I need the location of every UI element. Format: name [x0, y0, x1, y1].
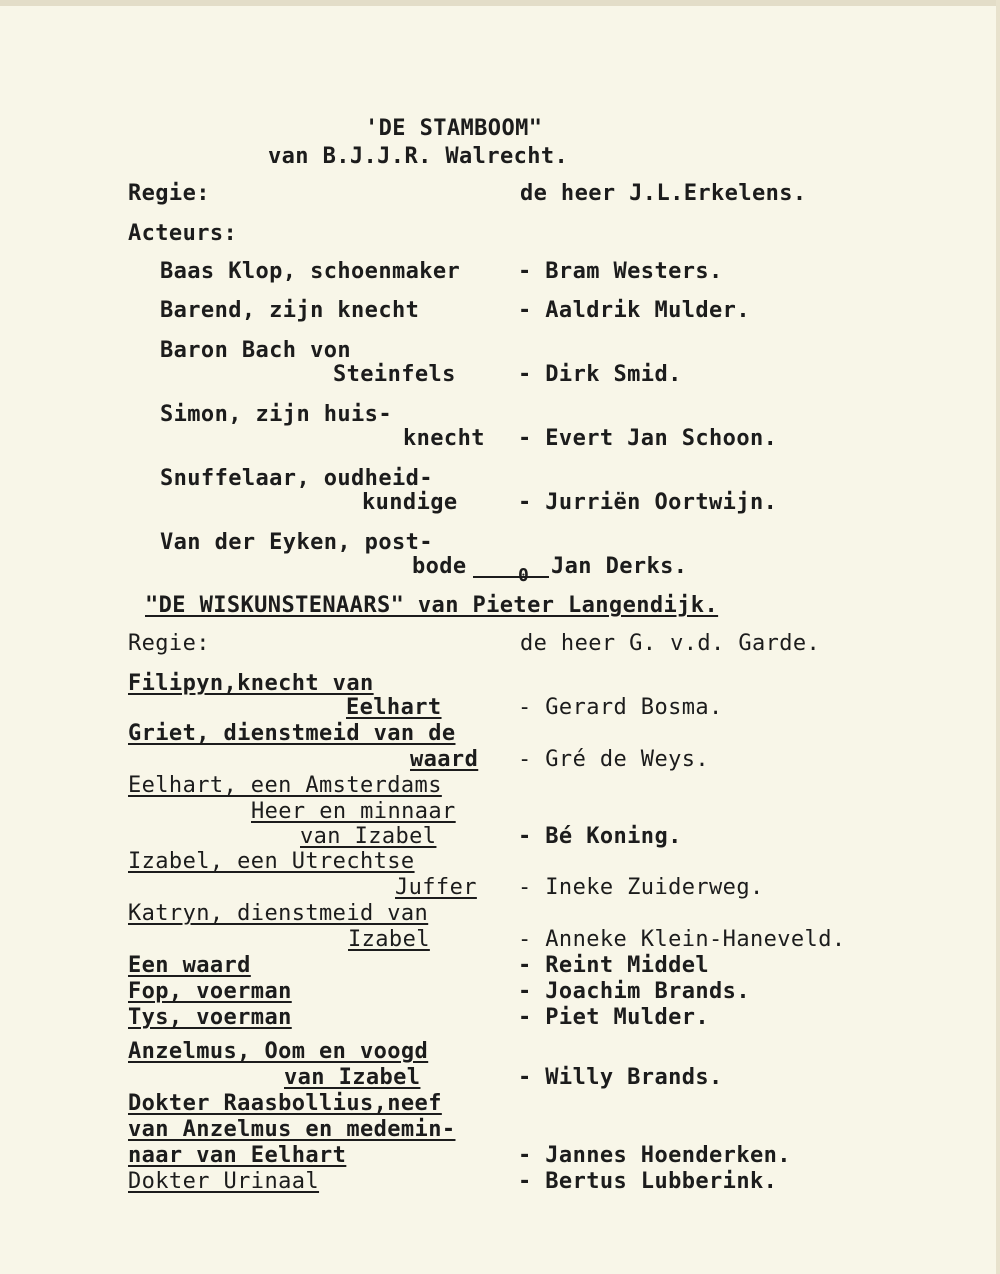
cast-role: Simon, zijn huis- [160, 402, 392, 427]
cast-actor: - Bé Koning. [518, 824, 682, 849]
cast-actor: - Gré de Weys. [518, 747, 710, 772]
cast-actor: - Gerard Bosma. [518, 695, 723, 720]
play2-regie-label: Regie: [128, 631, 210, 656]
cast-role: Barend, zijn knecht [160, 298, 420, 323]
cast-role-continued: van Izabel [300, 824, 437, 849]
cast-actor: - Jannes Hoenderken. [518, 1143, 791, 1168]
cast-role-continued: Eelhart [346, 695, 442, 720]
cast-actor: - Piet Mulder. [518, 1005, 710, 1030]
play1-regie-label: Regie: [128, 181, 210, 206]
paper-edge-right [996, 0, 1000, 1274]
cast-role: Van der Eyken, post- [160, 530, 433, 555]
play1-title: 'DE STAMBOOM" [365, 116, 543, 141]
cast-role-continued: Izabel [348, 927, 430, 952]
cast-role-continued: Juffer [395, 875, 477, 900]
cast-actor: - Dirk Smid. [518, 362, 682, 387]
cast-actor: Jan Derks. [551, 554, 688, 579]
divider-mark: 0 [518, 565, 530, 586]
play1-regie-value: de heer J.L.Erkelens. [520, 181, 807, 206]
cast-role-continued: waard [410, 747, 479, 772]
cast-role: Een waard [128, 953, 251, 978]
cast-role: Dokter Raasbollius,neef [128, 1091, 442, 1116]
cast-actor: - Bram Westers. [518, 259, 723, 284]
play1-author: van B.J.J.R. Walrecht. [268, 144, 569, 169]
cast-role-continued: bode [412, 554, 467, 579]
cast-role-continued: kundige [362, 490, 458, 515]
cast-actor: - Jurriën Oortwijn. [518, 490, 778, 515]
play2-regie-value: de heer G. v.d. Garde. [520, 631, 821, 656]
cast-role: Filipyn,knecht van [128, 671, 374, 696]
cast-actor: - Willy Brands. [518, 1065, 723, 1090]
paper-edge-top [0, 0, 1000, 6]
play2-title: "DE WISKUNSTENAARS" van Pieter Langendijk. [145, 593, 719, 618]
cast-role: Anzelmus, Oom en voogd [128, 1039, 429, 1064]
cast-role: Baron Bach von [160, 338, 352, 363]
divider-line [473, 576, 549, 578]
cast-role-continued: Heer en minnaar [251, 799, 456, 824]
cast-role-continued: van Anzelmus en medemin- [128, 1117, 456, 1142]
cast-role-continued: naar van Eelhart [128, 1143, 347, 1168]
cast-role: Griet, dienstmeid van de [128, 721, 456, 746]
cast-actor: - Reint Middel [518, 953, 710, 978]
cast-actor: - Ineke Zuiderweg. [518, 875, 764, 900]
cast-role-continued: van Izabel [284, 1065, 421, 1090]
cast-role-continued: knecht [403, 426, 485, 451]
cast-actor: - Evert Jan Schoon. [518, 426, 778, 451]
cast-actor: - Anneke Klein-Haneveld. [518, 927, 846, 952]
cast-actor: - Joachim Brands. [518, 979, 750, 1004]
cast-role: Katryn, dienstmeid van [128, 901, 429, 926]
cast-role: Izabel, een Utrechtse [128, 849, 415, 874]
cast-role: Snuffelaar, oudheid- [160, 466, 433, 491]
cast-role: Baas Klop, schoenmaker [160, 259, 461, 284]
cast-actor: - Bertus Lubberink. [518, 1169, 778, 1194]
cast-role: Fop, voerman [128, 979, 292, 1004]
cast-role: Dokter Urinaal [128, 1169, 320, 1194]
acteurs-label: Acteurs: [128, 221, 238, 246]
cast-role: Eelhart, een Amsterdams [128, 773, 442, 798]
cast-role-continued: Steinfels [333, 362, 456, 387]
cast-actor: - Aaldrik Mulder. [518, 298, 750, 323]
cast-role: Tys, voerman [128, 1005, 292, 1030]
